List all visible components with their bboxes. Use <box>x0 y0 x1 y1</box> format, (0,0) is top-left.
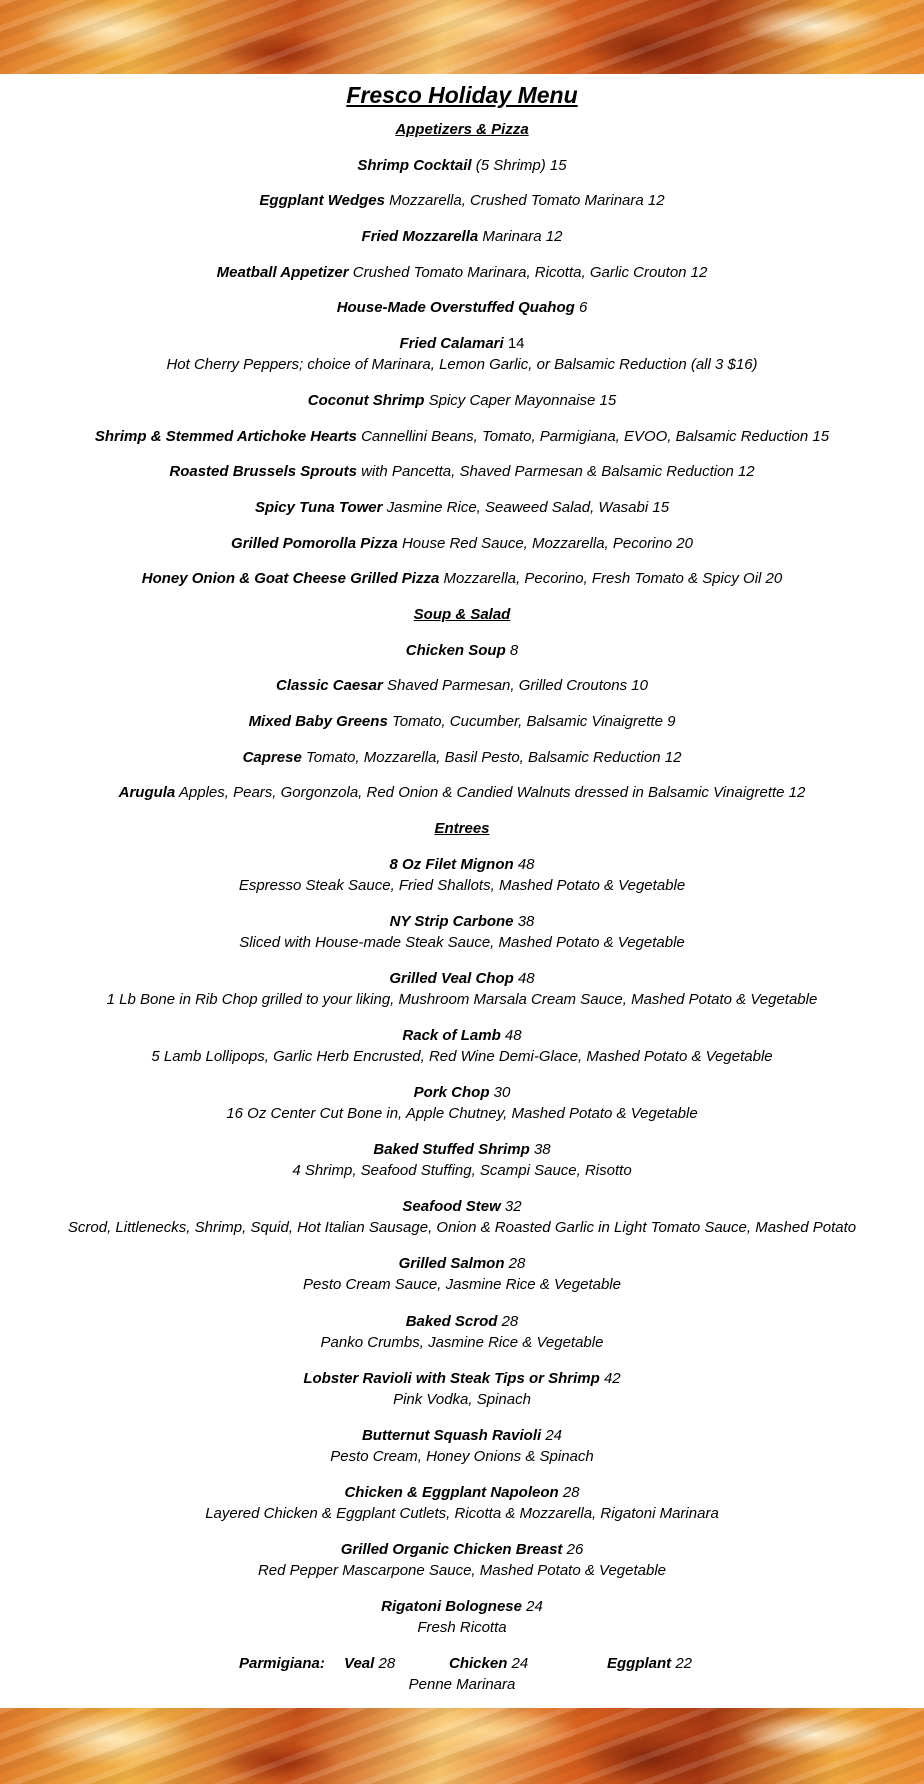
menu-item-detail: Hot Cherry Peppers; choice of Marinara, Lemon Garlic, or Balsamic Reduction (all 3 $16) <box>166 356 758 374</box>
menu-item-price: 24 <box>526 1597 543 1615</box>
parmigiana-chicken <box>449 1653 528 1674</box>
menu-item <box>0 190 924 211</box>
parmigiana-label: Parmigiana: <box>239 1655 325 1673</box>
menu-item-desc: with Pancetta, Shaved Parmesan & Balsamic Reduction 12 <box>361 463 755 481</box>
menu-item-detail: Red Pepper Mascarpone Sauce, Mashed Potato & Vegetable <box>257 1561 667 1579</box>
menu-item-desc: 14 <box>507 335 525 353</box>
menu-item-price: 48 <box>517 855 535 873</box>
bottom-decorative-banner <box>0 1708 924 1784</box>
menu-item <box>0 461 924 482</box>
menu-item-desc: Spicy Caper Mayonnaise 15 <box>428 391 617 409</box>
menu-item-name: Spicy Tuna Tower <box>254 498 383 516</box>
menu-item-name: Grilled Organic Chicken Breast <box>340 1540 563 1558</box>
menu-item-desc: (5 Shrimp) 15 <box>475 156 567 174</box>
menu-item <box>0 1482 924 1524</box>
menu-item-detail: Sliced with House-made Steak Sauce, Mashed Potato & Vegetable <box>239 933 685 951</box>
menu-item-name: Caprese <box>242 748 302 766</box>
menu-item-name: Rack of Lamb <box>402 1027 501 1045</box>
parmigiana-side: Penne Marinara <box>408 1676 516 1694</box>
menu-item-name: Pork Chop <box>413 1084 490 1102</box>
menu-item-name: Meatball Appetizer <box>216 263 349 281</box>
menu-item-detail: Pink Vodka, Spinach <box>393 1390 531 1408</box>
menu-item <box>0 1425 924 1467</box>
menu-item-price: 48 <box>504 1027 522 1045</box>
menu-item-detail: Pesto Cream, Honey Onions & Spinach <box>330 1447 594 1465</box>
menu-item-name: Fried Calamari <box>399 335 504 353</box>
menu-item-price: 28 <box>562 1483 580 1501</box>
menu-item <box>0 1196 924 1238</box>
parmigiana-eggplant-price: 22 <box>675 1655 693 1673</box>
menu-item <box>0 568 924 589</box>
parmigiana-eggplant-name: Eggplant <box>607 1655 672 1673</box>
menu-item-detail: Layered Chicken & Eggplant Cutlets, Ricotta & Mozzarella, Rigatoni Marinara <box>205 1504 719 1522</box>
menu-item-name: Arugula <box>118 784 176 802</box>
menu-item-desc: Mozzarella, Crushed Tomato Marinara 12 <box>389 192 665 210</box>
menu-item-detail: Pesto Cream Sauce, Jasmine Rice & Vegetable <box>303 1276 621 1294</box>
menu-item <box>0 155 924 176</box>
parmigiana-veal-price: 28 <box>378 1655 396 1673</box>
menu-item <box>0 782 924 803</box>
menu-item-price: 28 <box>501 1312 519 1330</box>
parmigiana-veal <box>344 1653 395 1674</box>
menu-item-name: 8 Oz Filet Mignon <box>389 855 514 873</box>
menu-item <box>0 968 924 1010</box>
menu-item-price: 28 <box>508 1255 526 1273</box>
menu-item <box>0 711 924 732</box>
menu-item-name: Baked Stuffed Shrimp <box>373 1141 530 1159</box>
menu-item <box>0 533 924 554</box>
menu-item-detail: Fresh Ricotta <box>417 1618 507 1636</box>
menu-item-desc: 8 <box>509 641 519 659</box>
menu-item-detail: 1 Lb Bone in Rib Chop grilled to your liking, Mushroom Marsala Cream Sauce, Mashed Potato & Vegetable <box>106 990 818 1008</box>
menu-item <box>0 747 924 768</box>
menu-item-desc: Marinara 12 <box>482 228 563 246</box>
menu-item-name: Chicken & Eggplant Napoleon <box>344 1483 559 1501</box>
menu-item-detail: Espresso Steak Sauce, Fried Shallots, Mashed Potato & Vegetable <box>238 876 686 894</box>
section-heading-soup-salad: Soup & Salad <box>413 605 511 623</box>
menu-item-name: Chicken Soup <box>405 641 506 659</box>
menu-item-detail: 5 Lamb Lollipops, Garlic Herb Encrusted, Red Wine Demi-Glace, Mashed Potato & Vegetable <box>151 1048 773 1066</box>
menu-item-desc: Jasmine Rice, Seaweed Salad, Wasabi 15 <box>386 498 670 516</box>
menu-item-name: Baked Scrod <box>405 1312 498 1330</box>
section-heading-appetizers: Appetizers & Pizza <box>395 121 529 138</box>
menu-item <box>0 426 924 447</box>
menu-item <box>0 854 924 896</box>
menu-item <box>0 1596 924 1638</box>
menu-item <box>0 1139 924 1181</box>
menu-item-price: 32 <box>504 1198 522 1216</box>
menu-item-name: Grilled Salmon <box>398 1255 505 1273</box>
menu-item-name: House-Made Overstuffed Quahog <box>336 299 575 317</box>
menu-item <box>0 1253 924 1295</box>
menu-item-desc: Shaved Parmesan, Grilled Croutons 10 <box>386 677 648 695</box>
menu-item-name: Roasted Brussels Sprouts <box>169 463 357 481</box>
menu-item-name: Mixed Baby Greens <box>248 713 388 730</box>
menu-item-name: Honey Onion & Goat Cheese Grilled Pizza <box>141 570 440 588</box>
menu-item-price: 38 <box>533 1141 551 1159</box>
parmigiana-chicken-name: Chicken <box>449 1655 508 1673</box>
menu-item <box>0 911 924 953</box>
menu-item <box>0 333 924 375</box>
menu-item-name: Lobster Ravioli with Steak Tips or Shrimp <box>303 1369 600 1387</box>
menu-item-name: Eggplant Wedges <box>259 192 385 210</box>
menu-item-name: Classic Caesar <box>276 677 383 695</box>
menu-item-name: Grilled Pomorolla Pizza <box>231 534 398 552</box>
menu-item-price: 26 <box>566 1540 584 1558</box>
menu-item <box>0 1368 924 1410</box>
menu-item-price: 38 <box>517 912 535 930</box>
menu-item <box>0 675 924 696</box>
menu-item <box>0 497 924 518</box>
menu-item-price: 42 <box>603 1369 621 1387</box>
menu-item-desc: Cannellini Beans, Tomato, Parmigiana, EVOO, Balsamic Reduction 15 <box>361 427 830 445</box>
menu-item-detail: Panko Crumbs, Jasmine Rice & Vegetable <box>320 1333 604 1351</box>
menu-item-name: NY Strip Carbone <box>389 912 514 930</box>
menu-item-desc: Apples, Pears, Gorgonzola, Red Onion & Candied Walnuts dressed in Balsamic Vinaigrette 12 <box>178 784 806 802</box>
menu-item <box>0 390 924 411</box>
page-title: Fresco Holiday Menu <box>346 82 578 108</box>
menu-item-name: Grilled Veal Chop <box>389 969 514 987</box>
menu-item <box>0 226 924 247</box>
menu-item-desc: Crushed Tomato Marinara, Ricotta, Garlic Crouton 12 <box>352 263 708 281</box>
menu-item-price: 24 <box>545 1426 563 1444</box>
menu-item-name: Fried Mozzarella <box>361 228 479 246</box>
menu-item-desc: Tomato, Cucumber, Balsamic Vinaigrette 9 <box>391 713 676 730</box>
section-heading-entrees: Entrees <box>434 820 490 838</box>
parmigiana-eggplant <box>607 1653 692 1674</box>
menu-item-desc: Tomato, Mozzarella, Basil Pesto, Balsamic Reduction 12 <box>305 748 682 766</box>
parmigiana-veal-name: Veal <box>344 1655 375 1673</box>
menu-item-name: Seafood Stew <box>402 1198 501 1216</box>
menu-item-detail: 16 Oz Center Cut Bone in, Apple Chutney, Mashed Potato & Vegetable <box>226 1105 698 1123</box>
menu-item-price: 48 <box>517 969 535 987</box>
menu-item-name: Coconut Shrimp <box>307 391 425 409</box>
menu-item-desc: Mozzarella, Pecorino, Fresh Tomato & Spicy Oil 20 <box>443 570 783 588</box>
menu-item <box>0 1025 924 1067</box>
menu-body <box>0 80 924 1695</box>
menu-item-name: Shrimp Cocktail <box>357 156 472 174</box>
top-decorative-banner <box>0 0 924 74</box>
menu-item-desc: House Red Sauce, Mozzarella, Pecorino 20 <box>401 534 693 552</box>
parmigiana-chicken-price: 24 <box>511 1655 529 1673</box>
menu-item-name: Shrimp & Stemmed Artichoke Hearts <box>94 427 357 445</box>
menu-item <box>0 297 924 318</box>
menu-item-desc: 6 <box>578 299 588 317</box>
menu-item <box>0 1082 924 1124</box>
menu-item-detail: Scrod, Littlenecks, Shrimp, Squid, Hot Italian Sausage, Onion & Roasted Garlic in Light Tomato Sauce, Mashed Potato <box>67 1219 857 1237</box>
menu-item <box>0 640 924 661</box>
menu-item-name: Butternut Squash Ravioli <box>361 1426 542 1444</box>
parmigiana-row <box>0 1653 924 1674</box>
menu-item-detail: 4 Shrimp, Seafood Stuffing, Scampi Sauce, Risotto <box>292 1162 632 1180</box>
menu-item-name: Rigatoni Bolognese <box>381 1597 522 1615</box>
menu-item <box>0 262 924 283</box>
menu-item <box>0 1539 924 1581</box>
menu-item-price: 30 <box>493 1084 511 1102</box>
menu-item <box>0 1311 924 1353</box>
